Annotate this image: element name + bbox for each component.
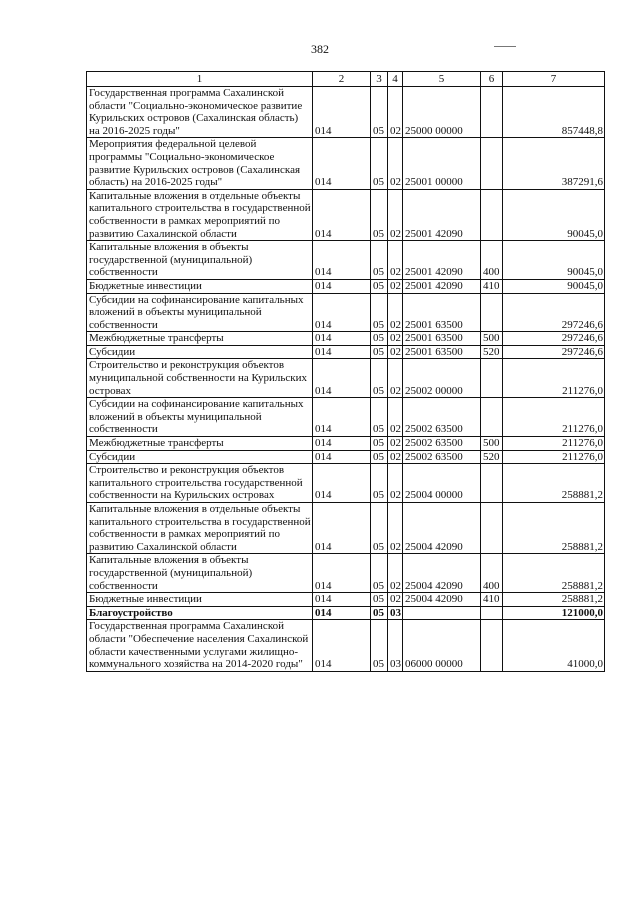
cell-name: Бюджетные инвестиции xyxy=(87,279,313,293)
table-row xyxy=(87,87,605,138)
cell-amount: 258881,2 xyxy=(503,464,605,503)
cell-name: Субсидии на софинансирование капитальных вложений в объекты муниципальной собственности xyxy=(87,293,313,332)
cell-expense-type xyxy=(481,464,503,503)
cell-subsection: 02 xyxy=(388,359,403,398)
table-row xyxy=(87,464,605,503)
table-row xyxy=(87,554,605,593)
cell-subsection: 03 xyxy=(388,606,403,620)
cell-name: Государственная программа Сахалинской области "Обеспечение населения Сахалинской области качественными услугами жилищно-коммунального хозяйства на 2014-2020 годы" xyxy=(87,620,313,671)
cell-target-article: 25001 63500 xyxy=(403,345,481,359)
cell-name: Капитальные вложения в отдельные объекты капитального строительства в государственной собственности в рамках мероприятий по развитию Сахалинской области xyxy=(87,189,313,240)
cell-expense-type: 410 xyxy=(481,593,503,607)
cell-amount: 41000,0 xyxy=(503,620,605,671)
header-mark xyxy=(494,46,516,47)
cell-amount: 258881,2 xyxy=(503,593,605,607)
table-row xyxy=(87,189,605,240)
cell-target-article: 25001 42090 xyxy=(403,241,481,280)
cell-ministry: 014 xyxy=(313,503,371,554)
cell-amount: 211276,0 xyxy=(503,450,605,464)
cell-ministry: 014 xyxy=(313,464,371,503)
cell-expense-type xyxy=(481,398,503,437)
cell-ministry: 014 xyxy=(313,332,371,346)
cell-section: 05 xyxy=(371,398,388,437)
cell-amount: 387291,6 xyxy=(503,138,605,189)
cell-ministry: 014 xyxy=(313,138,371,189)
cell-section: 05 xyxy=(371,332,388,346)
cell-target-article: 25002 63500 xyxy=(403,398,481,437)
table-row xyxy=(87,332,605,346)
cell-section: 05 xyxy=(371,189,388,240)
cell-amount: 211276,0 xyxy=(503,359,605,398)
cell-target-article: 25004 42090 xyxy=(403,593,481,607)
cell-expense-type xyxy=(481,503,503,554)
cell-ministry: 014 xyxy=(313,87,371,138)
cell-subsection: 02 xyxy=(388,189,403,240)
header-row xyxy=(87,72,605,87)
cell-name: Мероприятия федеральной целевой программы "Социально-экономическое развитие Курильских островов (Сахалинская область) на 2016-2025 годы" xyxy=(87,138,313,189)
table-row xyxy=(87,138,605,189)
cell-ministry: 014 xyxy=(313,293,371,332)
cell-subsection: 02 xyxy=(388,293,403,332)
cell-expense-type: 410 xyxy=(481,279,503,293)
table-row xyxy=(87,503,605,554)
table-row xyxy=(87,359,605,398)
cell-target-article: 25002 00000 xyxy=(403,359,481,398)
cell-target-article: 25001 63500 xyxy=(403,293,481,332)
cell-amount: 258881,2 xyxy=(503,503,605,554)
column-header: 1 xyxy=(87,72,313,87)
table-row xyxy=(87,241,605,280)
cell-amount: 90045,0 xyxy=(503,189,605,240)
cell-expense-type: 500 xyxy=(481,437,503,451)
cell-amount: 258881,2 xyxy=(503,554,605,593)
cell-section: 05 xyxy=(371,359,388,398)
cell-expense-type: 500 xyxy=(481,332,503,346)
cell-subsection: 02 xyxy=(388,464,403,503)
cell-target-article: 25001 42090 xyxy=(403,279,481,293)
table-row xyxy=(87,450,605,464)
cell-target-article xyxy=(403,606,481,620)
cell-name: Капитальные вложения в отдельные объекты капитального строительства в государственной собственности в рамках мероприятий по развитию Сахалинской области xyxy=(87,503,313,554)
cell-amount: 211276,0 xyxy=(503,437,605,451)
cell-target-article: 25004 42090 xyxy=(403,554,481,593)
cell-section: 05 xyxy=(371,606,388,620)
cell-ministry: 014 xyxy=(313,279,371,293)
cell-target-article: 25000 00000 xyxy=(403,87,481,138)
cell-section: 05 xyxy=(371,138,388,189)
cell-expense-type xyxy=(481,293,503,332)
column-header: 4 xyxy=(388,72,403,87)
cell-expense-type xyxy=(481,138,503,189)
cell-target-article: 25004 00000 xyxy=(403,464,481,503)
cell-section: 05 xyxy=(371,241,388,280)
cell-section: 05 xyxy=(371,437,388,451)
cell-ministry: 014 xyxy=(313,345,371,359)
cell-subsection: 02 xyxy=(388,503,403,554)
cell-name: Благоустройство xyxy=(87,606,313,620)
cell-subsection: 02 xyxy=(388,332,403,346)
cell-ministry: 014 xyxy=(313,620,371,671)
cell-section: 05 xyxy=(371,503,388,554)
cell-section: 05 xyxy=(371,464,388,503)
cell-ministry: 014 xyxy=(313,359,371,398)
cell-target-article: 25001 42090 xyxy=(403,189,481,240)
cell-amount: 90045,0 xyxy=(503,241,605,280)
table-row xyxy=(87,606,605,620)
cell-ministry: 014 xyxy=(313,241,371,280)
cell-amount: 211276,0 xyxy=(503,398,605,437)
cell-section: 05 xyxy=(371,87,388,138)
cell-target-article: 25002 63500 xyxy=(403,450,481,464)
cell-ministry: 014 xyxy=(313,450,371,464)
cell-subsection: 02 xyxy=(388,87,403,138)
cell-section: 05 xyxy=(371,620,388,671)
table-row xyxy=(87,293,605,332)
cell-subsection: 02 xyxy=(388,241,403,280)
table-row xyxy=(87,593,605,607)
cell-subsection: 02 xyxy=(388,450,403,464)
cell-ministry: 014 xyxy=(313,593,371,607)
cell-expense-type xyxy=(481,620,503,671)
cell-expense-type xyxy=(481,606,503,620)
cell-target-article: 25004 42090 xyxy=(403,503,481,554)
cell-subsection: 02 xyxy=(388,398,403,437)
cell-subsection: 02 xyxy=(388,554,403,593)
cell-name: Межбюджетные трансферты xyxy=(87,437,313,451)
table-row xyxy=(87,398,605,437)
cell-section: 05 xyxy=(371,279,388,293)
cell-section: 05 xyxy=(371,554,388,593)
cell-name: Капитальные вложения в объекты государственной (муниципальной) собственности xyxy=(87,241,313,280)
column-header: 6 xyxy=(481,72,503,87)
cell-target-article: 25001 63500 xyxy=(403,332,481,346)
table-row xyxy=(87,345,605,359)
cell-subsection: 02 xyxy=(388,138,403,189)
cell-subsection: 02 xyxy=(388,279,403,293)
cell-section: 05 xyxy=(371,345,388,359)
column-header: 5 xyxy=(403,72,481,87)
page-number: 382 xyxy=(311,42,329,56)
cell-name: Капитальные вложения в объекты государственной (муниципальной) собственности xyxy=(87,554,313,593)
cell-subsection: 02 xyxy=(388,437,403,451)
column-header: 2 xyxy=(313,72,371,87)
table-row xyxy=(87,620,605,671)
cell-amount: 297246,6 xyxy=(503,345,605,359)
cell-subsection: 02 xyxy=(388,593,403,607)
cell-name: Строительство и реконструкция объектов капитального строительства государственной собственности на Курильских островах xyxy=(87,464,313,503)
cell-expense-type: 400 xyxy=(481,241,503,280)
cell-ministry: 014 xyxy=(313,554,371,593)
cell-section: 05 xyxy=(371,450,388,464)
cell-ministry: 014 xyxy=(313,189,371,240)
cell-name: Субсидии xyxy=(87,345,313,359)
cell-expense-type xyxy=(481,359,503,398)
cell-name: Строительство и реконструкция объектов муниципальной собственности на Курильских островах xyxy=(87,359,313,398)
cell-expense-type: 400 xyxy=(481,554,503,593)
cell-amount: 121000,0 xyxy=(503,606,605,620)
table-row xyxy=(87,437,605,451)
cell-name: Межбюджетные трансферты xyxy=(87,332,313,346)
cell-amount: 90045,0 xyxy=(503,279,605,293)
cell-name: Субсидии xyxy=(87,450,313,464)
cell-ministry: 014 xyxy=(313,437,371,451)
column-header: 3 xyxy=(371,72,388,87)
cell-subsection: 02 xyxy=(388,345,403,359)
cell-expense-type xyxy=(481,87,503,138)
cell-target-article: 06000 00000 xyxy=(403,620,481,671)
cell-ministry: 014 xyxy=(313,398,371,437)
cell-name: Субсидии на софинансирование капитальных вложений в объекты муниципальной собственности xyxy=(87,398,313,437)
cell-expense-type xyxy=(481,189,503,240)
cell-name: Бюджетные инвестиции xyxy=(87,593,313,607)
cell-target-article: 25002 63500 xyxy=(403,437,481,451)
table-row xyxy=(87,279,605,293)
cell-target-article: 25001 00000 xyxy=(403,138,481,189)
column-header: 7 xyxy=(503,72,605,87)
cell-section: 05 xyxy=(371,293,388,332)
cell-amount: 857448,8 xyxy=(503,87,605,138)
cell-expense-type: 520 xyxy=(481,450,503,464)
budget-table xyxy=(86,71,605,672)
cell-subsection: 03 xyxy=(388,620,403,671)
cell-ministry: 014 xyxy=(313,606,371,620)
cell-amount: 297246,6 xyxy=(503,332,605,346)
cell-amount: 297246,6 xyxy=(503,293,605,332)
cell-expense-type: 520 xyxy=(481,345,503,359)
cell-section: 05 xyxy=(371,593,388,607)
cell-name: Государственная программа Сахалинской области "Социально-экономическое развитие Курильских островов (Сахалинская область) на 2016-2025 годы" xyxy=(87,87,313,138)
